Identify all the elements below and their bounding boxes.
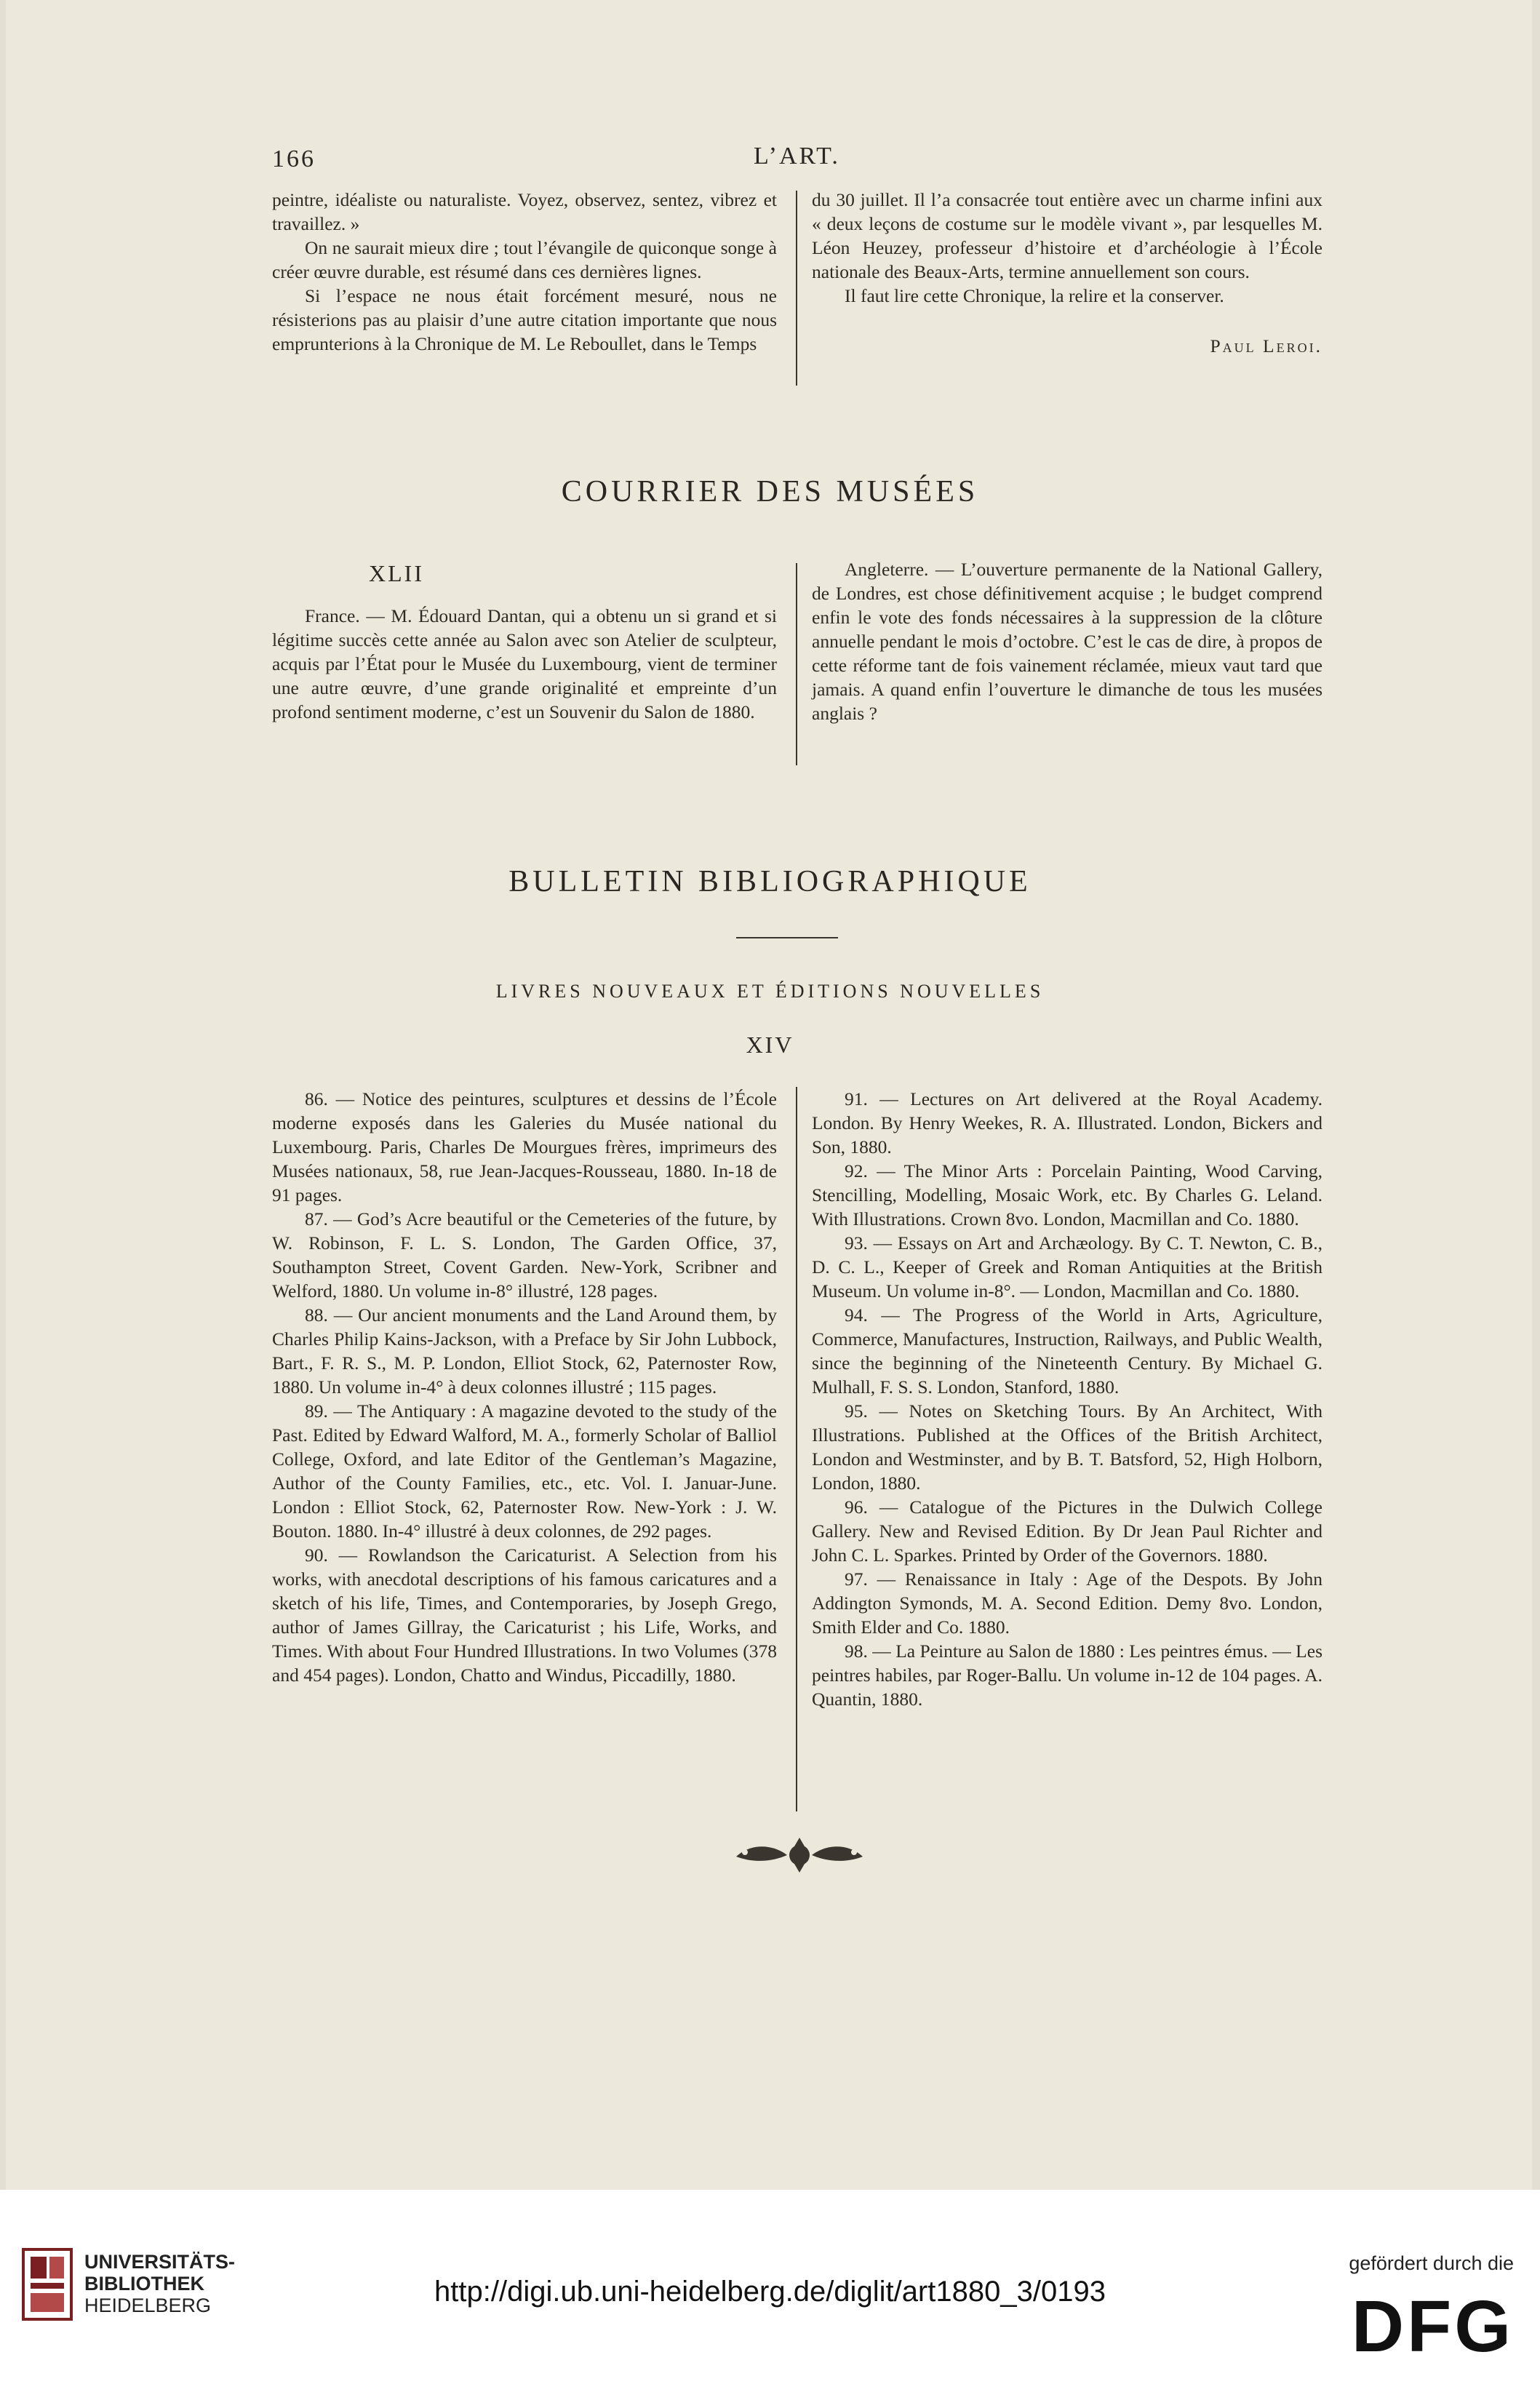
bulletin-right-column	[812, 1087, 1322, 1711]
bulletin-title: BULLETIN BIBLIOGRAPHIQUE	[508, 865, 1032, 898]
bibliography-entry: 97. — Renaissance in Italy : Age of the Despots. By John Addington Symonds, M. A. Second Edition. Demy 8vo. London, Smith Elder and Co. 1880.	[812, 1568, 1322, 1638]
bulletin-left-column	[272, 1087, 777, 1687]
bibliography-entry: 89. — The Antiquary : A magazine devoted to the study of the Past. Edited by Edward Walford, M. A., formerly Scholar of Balliol College, Oxford, and late Editor of the Gentleman’s Magazine, Author of the County Families, etc., etc. Vol. I. Januar-June. London : Elliot Stock, 62, Paternoster Row. New-York : J. W. Bouton. 1880. In-4° illustré à deux colonnes, de 292 pages.	[272, 1400, 777, 1542]
paragraph: France. — M. Édouard Dantan, qui a obtenu un si grand et si légitime succès cette année au Salon avec son Atelier de sculpteur, acquis par l’État pour le Musée du Luxembourg, vient de terminer une autre œuvre, d’une grande originalité et empreinte d’un profond sentiment moderne, c’est un Souvenir du Salon de 1880.	[272, 605, 777, 722]
bibliography-entry: 96. — Catalogue of the Pictures in the Dulwich College Gallery. New and Revised Edition. By Dr Jean Paul Richter and John C. L. Sparkes. Printed by Order of the Governors. 1880.	[812, 1496, 1322, 1566]
paragraph: Angleterre. — L’ouverture permanente de la National Gallery, de Londres, est chose définitivement acquise ; le budget comprend enfin le vote des fonds nécessaires à la suppression de la clôture annuelle pendant le mois d’octobre. C’est le cas de dire, à propos de cette réforme tant de fois vainement réclamée, mieux vaut tard que jamais. A quand enfin l’ouverture le dimanche de tous les musées anglais ?	[812, 559, 1322, 724]
column-divider	[796, 191, 797, 386]
title-rule	[736, 937, 838, 938]
paragraph: Si l’espace ne nous était forcément mesuré, nous ne résisterions pas au plaisir d’une autre citation importante que nous emprunterions à la Chronique de M. Le Reboullet, dans le Temps	[272, 285, 777, 354]
author-signature: Paul Leroi.	[1210, 335, 1322, 356]
courrier-right-column	[812, 557, 1322, 725]
bibliography-entry: 92. — The Minor Arts : Porcelain Painting, Wood Carving, Stencilling, Modelling, Mosaic Work, etc. By Charles G. Leland. With Illustrations. Crown 8vo. London, Macmillan and Co. 1880.	[812, 1160, 1322, 1229]
courrier-title: COURRIER DES MUSÉES	[561, 475, 979, 509]
bibliography-entry: 95. — Notes on Sketching Tours. By An Architect, With Illustrations. Published at the Offices of the British Architect, London and Westminster, and by B. T. Batsford, 52, High Holborn, London, 1880.	[812, 1400, 1322, 1494]
library-name-line: UNIVERSITÄTS-	[84, 2251, 236, 2273]
bibliography-entry: 88. — Our ancient monuments and the Land Around them, by Charles Philip Kains-Jackson, with a Preface by Sir John Lubbock, Bart., F. R. S., M. P. London, Elliot Stock, 62, Paternoster Row, 1880. Un volume in-4° à deux colonnes illustré ; 115 pages.	[272, 1304, 777, 1398]
courrier-left-column	[272, 604, 777, 724]
paragraph: Il faut lire cette Chronique, la relire et la conserver.	[845, 285, 1224, 306]
funding-caption: gefördert durch die	[1349, 2252, 1514, 2274]
source-url-link[interactable]: http://digi.ub.uni-heidelberg.de/diglit/art1880_3/0193	[434, 2276, 1106, 2308]
bibliography-entry: 93. — Essays on Art and Archæology. By C. T. Newton, C. B., D. C. L., Keeper of Greek and Roman Antiquities at the British Museum. Un volume in-8°. — London, Macmillan and Co. 1880.	[812, 1232, 1322, 1301]
column-divider	[796, 1087, 797, 1811]
library-name-line: HEIDELBERG	[84, 2295, 212, 2316]
dfg-logo: DFG	[1351, 2286, 1514, 2367]
bibliography-entry: 87. — God’s Acre beautiful or the Cemeteries of the future, by W. Robinson, F. L. S. London, The Garden Office, 37, Southampton Street, Covent Garden. New-York, Scribner and Welford, 1880. Un volume in-8° illustré, 128 pages.	[272, 1208, 777, 1301]
intro-left-column	[272, 188, 777, 356]
bibliography-entry: 91. — Lectures on Art delivered at the Royal Academy. London. By Henry Weekes, R. A. Illustrated. London, Bickers and Son, 1880.	[812, 1088, 1322, 1157]
bulletin-subtitle: LIVRES NOUVEAUX ET ÉDITIONS NOUVELLES	[495, 981, 1045, 1002]
courrier-number: XLII	[369, 560, 424, 586]
paragraph: peintre, idéaliste ou naturaliste. Voyez, observez, sentez, vibrez et travaillez. »	[272, 189, 777, 234]
bulletin-number: XIV	[746, 1032, 794, 1058]
bibliography-entry: 90. — Rowlandson the Caricaturist. A Selection from his works, with anecdotal descriptions of his famous caricatures and a sketch of his life, Times, and Contemporaries, by Joseph Grego, author of James Gillray, the Caricaturist ; his Life, Works, and Times. With about Four Hundred Illustrations. In two Volumes (378 and 454 pages). London, Chatto and Windus, Piccadilly, 1880.	[272, 1544, 777, 1686]
bibliography-entry: 94. — The Progress of the World in Arts, Agriculture, Commerce, Manufactures, Instruction, Railways, and Public Wealth, since the beginning of the Nineteenth Century. By Michael G. Mulhall, F. S. S. London, Stanford, 1880.	[812, 1304, 1322, 1398]
fleuron-ornament-icon	[730, 1835, 869, 1875]
paragraph: On ne saurait mieux dire ; tout l’évangile de quiconque songe à créer œuvre durable, est résumé dans ces dernières lignes.	[272, 237, 777, 282]
page-number: 166	[272, 145, 316, 172]
paragraph: du 30 juillet. Il l’a consacrée tout entière avec un charme infini aux « deux leçons de costume sur le modèle vivant », par lesquelles M. Léon Heuzey, professeur d’histoire et d’archéologie à l’École nationale des Beaux-Arts, termine annuellement son cours.	[812, 189, 1322, 282]
column-divider	[796, 563, 797, 765]
bibliography-entry: 86. — Notice des peintures, sculptures et dessins de l’École moderne exposés dans les Galeries du Musée national du Luxembourg. Paris, Charles De Mourgues frères, imprimeurs des Musées nationaux, 58, rue Jean-Jacques-Rousseau, 1880. In-18 de 91 pages.	[272, 1088, 777, 1205]
bibliography-entry: 98. — La Peinture au Salon de 1880 : Les peintres émus. — Les peintres habiles, par Roger-Ballu. Un volume in-12 de 104 pages. A. Quantin, 1880.	[812, 1640, 1322, 1710]
intro-right-column	[812, 188, 1322, 358]
journal-title: L’ART.	[754, 143, 840, 170]
library-name-line: BIBLIOTHEK	[84, 2273, 204, 2295]
